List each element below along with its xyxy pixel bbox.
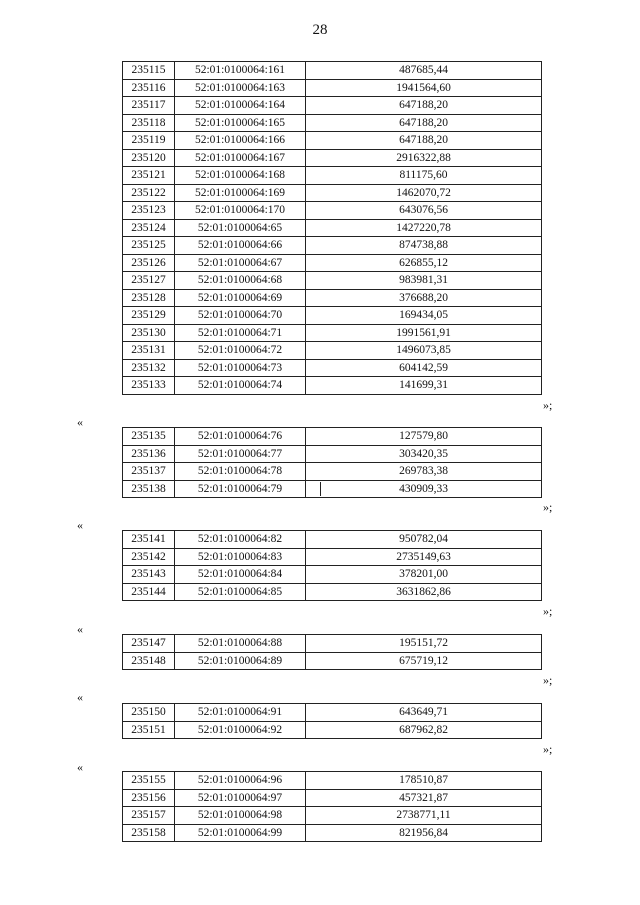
row-number: 235155 (123, 772, 175, 790)
cadastral-value: 643076,56 (306, 202, 542, 220)
cadastral-value: 430909,33 (306, 480, 542, 498)
cadastral-value: 2738771,11 (306, 807, 542, 825)
cadastral-number: 52:01:0100064:84 (175, 566, 306, 584)
cadastral-number: 52:01:0100064:69 (175, 289, 306, 307)
row-number: 235117 (123, 97, 175, 115)
table-row (123, 97, 542, 115)
cadastral-value: 1991561,91 (306, 324, 542, 342)
table-row (123, 219, 542, 237)
row-number: 235148 (123, 652, 175, 670)
cadastral-value: 457321,87 (306, 789, 542, 807)
cadastral-number: 52:01:0100064:85 (175, 583, 306, 601)
row-number: 235135 (123, 428, 175, 446)
row-number: 235126 (123, 254, 175, 272)
cadastral-number: 52:01:0100064:68 (175, 272, 306, 290)
table-3 (122, 530, 542, 601)
cadastral-value: 874738,88 (306, 237, 542, 255)
table-row (123, 79, 542, 97)
row-number: 235119 (123, 132, 175, 150)
table-row (123, 202, 542, 220)
table-row (123, 272, 542, 290)
cadastral-number: 52:01:0100064:76 (175, 428, 306, 446)
table-row (123, 721, 542, 739)
row-number: 235133 (123, 377, 175, 395)
cadastral-number: 52:01:0100064:73 (175, 359, 306, 377)
close-quote-4: »; (543, 673, 553, 687)
table-row (123, 237, 542, 255)
row-number: 235132 (123, 359, 175, 377)
cadastral-value: 376688,20 (306, 289, 542, 307)
table-1 (122, 61, 542, 395)
table-2 (122, 427, 542, 498)
table-row (123, 463, 542, 481)
row-number: 235144 (123, 583, 175, 601)
table-row (123, 377, 542, 395)
row-number: 235131 (123, 342, 175, 360)
table-row (123, 704, 542, 722)
row-number: 235116 (123, 79, 175, 97)
row-number: 235143 (123, 566, 175, 584)
cadastral-number: 52:01:0100064:65 (175, 219, 306, 237)
cadastral-number: 52:01:0100064:165 (175, 114, 306, 132)
table-row (123, 359, 542, 377)
table-row (123, 342, 542, 360)
cadastral-value: 269783,38 (306, 463, 542, 481)
table-row (123, 114, 542, 132)
cadastral-number: 52:01:0100064:77 (175, 445, 306, 463)
cadastral-value: 647188,20 (306, 132, 542, 150)
row-number: 235127 (123, 272, 175, 290)
cadastral-number: 52:01:0100064:70 (175, 307, 306, 325)
cadastral-number: 52:01:0100064:83 (175, 548, 306, 566)
cadastral-value: 821956,84 (306, 824, 542, 842)
cadastral-value: 687962,82 (306, 721, 542, 739)
table-row (123, 480, 542, 498)
cadastral-value: 2916322,88 (306, 149, 542, 167)
table-row (123, 531, 542, 549)
row-number: 235118 (123, 114, 175, 132)
cadastral-number: 52:01:0100064:91 (175, 704, 306, 722)
cadastral-value: 487685,44 (306, 62, 542, 80)
cadastral-number: 52:01:0100064:170 (175, 202, 306, 220)
table-row (123, 807, 542, 825)
table-row (123, 62, 542, 80)
table-row (123, 789, 542, 807)
table-row (123, 149, 542, 167)
cadastral-value: 626855,12 (306, 254, 542, 272)
table-row (123, 548, 542, 566)
row-number: 235125 (123, 237, 175, 255)
cadastral-value: 647188,20 (306, 97, 542, 115)
row-number: 235115 (123, 62, 175, 80)
row-number: 235138 (123, 480, 175, 498)
cadastral-number: 52:01:0100064:99 (175, 824, 306, 842)
cadastral-value: 1496073,85 (306, 342, 542, 360)
cadastral-number: 52:01:0100064:168 (175, 167, 306, 185)
row-number: 235156 (123, 789, 175, 807)
open-quote-5: « (77, 690, 83, 704)
row-number: 235129 (123, 307, 175, 325)
cadastral-number: 52:01:0100064:161 (175, 62, 306, 80)
row-number: 235130 (123, 324, 175, 342)
row-number: 235121 (123, 167, 175, 185)
cadastral-number: 52:01:0100064:71 (175, 324, 306, 342)
cadastral-number: 52:01:0100064:169 (175, 184, 306, 202)
cadastral-number: 52:01:0100064:82 (175, 531, 306, 549)
close-quote-3: »; (543, 604, 553, 618)
cadastral-value: 303420,35 (306, 445, 542, 463)
row-number: 235142 (123, 548, 175, 566)
cadastral-value: 950782,04 (306, 531, 542, 549)
cadastral-value: 127579,80 (306, 428, 542, 446)
cadastral-number: 52:01:0100064:89 (175, 652, 306, 670)
table-5 (122, 703, 542, 739)
open-quote-3: « (77, 518, 83, 532)
cadastral-number: 52:01:0100064:67 (175, 254, 306, 272)
close-quote-1: »; (543, 398, 553, 412)
row-number: 235137 (123, 463, 175, 481)
cadastral-number: 52:01:0100064:96 (175, 772, 306, 790)
cadastral-value: 378201,00 (306, 566, 542, 584)
cadastral-number: 52:01:0100064:92 (175, 721, 306, 739)
page-number: 28 (312, 22, 328, 38)
cadastral-number: 52:01:0100064:167 (175, 149, 306, 167)
row-number: 235150 (123, 704, 175, 722)
table-row (123, 772, 542, 790)
cadastral-number: 52:01:0100064:97 (175, 789, 306, 807)
open-quote-6: « (77, 760, 83, 774)
table-6 (122, 771, 542, 842)
row-number: 235136 (123, 445, 175, 463)
table-row (123, 184, 542, 202)
table-row (123, 445, 542, 463)
table-row (123, 167, 542, 185)
table-row (123, 566, 542, 584)
cadastral-value: 2735149,63 (306, 548, 542, 566)
cadastral-value: 604142,59 (306, 359, 542, 377)
row-number: 235128 (123, 289, 175, 307)
close-quote-2: »; (543, 500, 553, 514)
table-row (123, 132, 542, 150)
cadastral-value: 3631862,86 (306, 583, 542, 601)
cadastral-number: 52:01:0100064:66 (175, 237, 306, 255)
cadastral-value: 643649,71 (306, 704, 542, 722)
cadastral-number: 52:01:0100064:163 (175, 79, 306, 97)
table-row (123, 635, 542, 653)
cadastral-value: 1941564,60 (306, 79, 542, 97)
cadastral-number: 52:01:0100064:164 (175, 97, 306, 115)
cadastral-number: 52:01:0100064:79 (175, 480, 306, 498)
row-number: 235141 (123, 531, 175, 549)
cadastral-value: 811175,60 (306, 167, 542, 185)
cadastral-number: 52:01:0100064:78 (175, 463, 306, 481)
cadastral-value: 169434,05 (306, 307, 542, 325)
row-number: 235147 (123, 635, 175, 653)
row-number: 235157 (123, 807, 175, 825)
table-row (123, 289, 542, 307)
row-number: 235122 (123, 184, 175, 202)
cadastral-value: 675719,12 (306, 652, 542, 670)
cadastral-value: 195151,72 (306, 635, 542, 653)
row-number: 235151 (123, 721, 175, 739)
table-row (123, 824, 542, 842)
row-number: 235124 (123, 219, 175, 237)
table-row (123, 583, 542, 601)
cadastral-value: 1462070,72 (306, 184, 542, 202)
cadastral-number: 52:01:0100064:98 (175, 807, 306, 825)
table-row (123, 254, 542, 272)
cadastral-number: 52:01:0100064:88 (175, 635, 306, 653)
open-quote-4: « (77, 622, 83, 636)
row-number: 235123 (123, 202, 175, 220)
close-quote-5: »; (543, 742, 553, 756)
table-row (123, 307, 542, 325)
cadastral-number: 52:01:0100064:74 (175, 377, 306, 395)
cadastral-value: 1427220,78 (306, 219, 542, 237)
cadastral-value: 178510,87 (306, 772, 542, 790)
table-row (123, 324, 542, 342)
cadastral-number: 52:01:0100064:166 (175, 132, 306, 150)
cadastral-value: 141699,31 (306, 377, 542, 395)
table-4 (122, 634, 542, 670)
table-row (123, 652, 542, 670)
row-number: 235158 (123, 824, 175, 842)
cadastral-value: 983981,31 (306, 272, 542, 290)
cadastral-value: 647188,20 (306, 114, 542, 132)
table-row (123, 428, 542, 446)
cadastral-number: 52:01:0100064:72 (175, 342, 306, 360)
open-quote-2: « (77, 415, 83, 429)
row-number: 235120 (123, 149, 175, 167)
